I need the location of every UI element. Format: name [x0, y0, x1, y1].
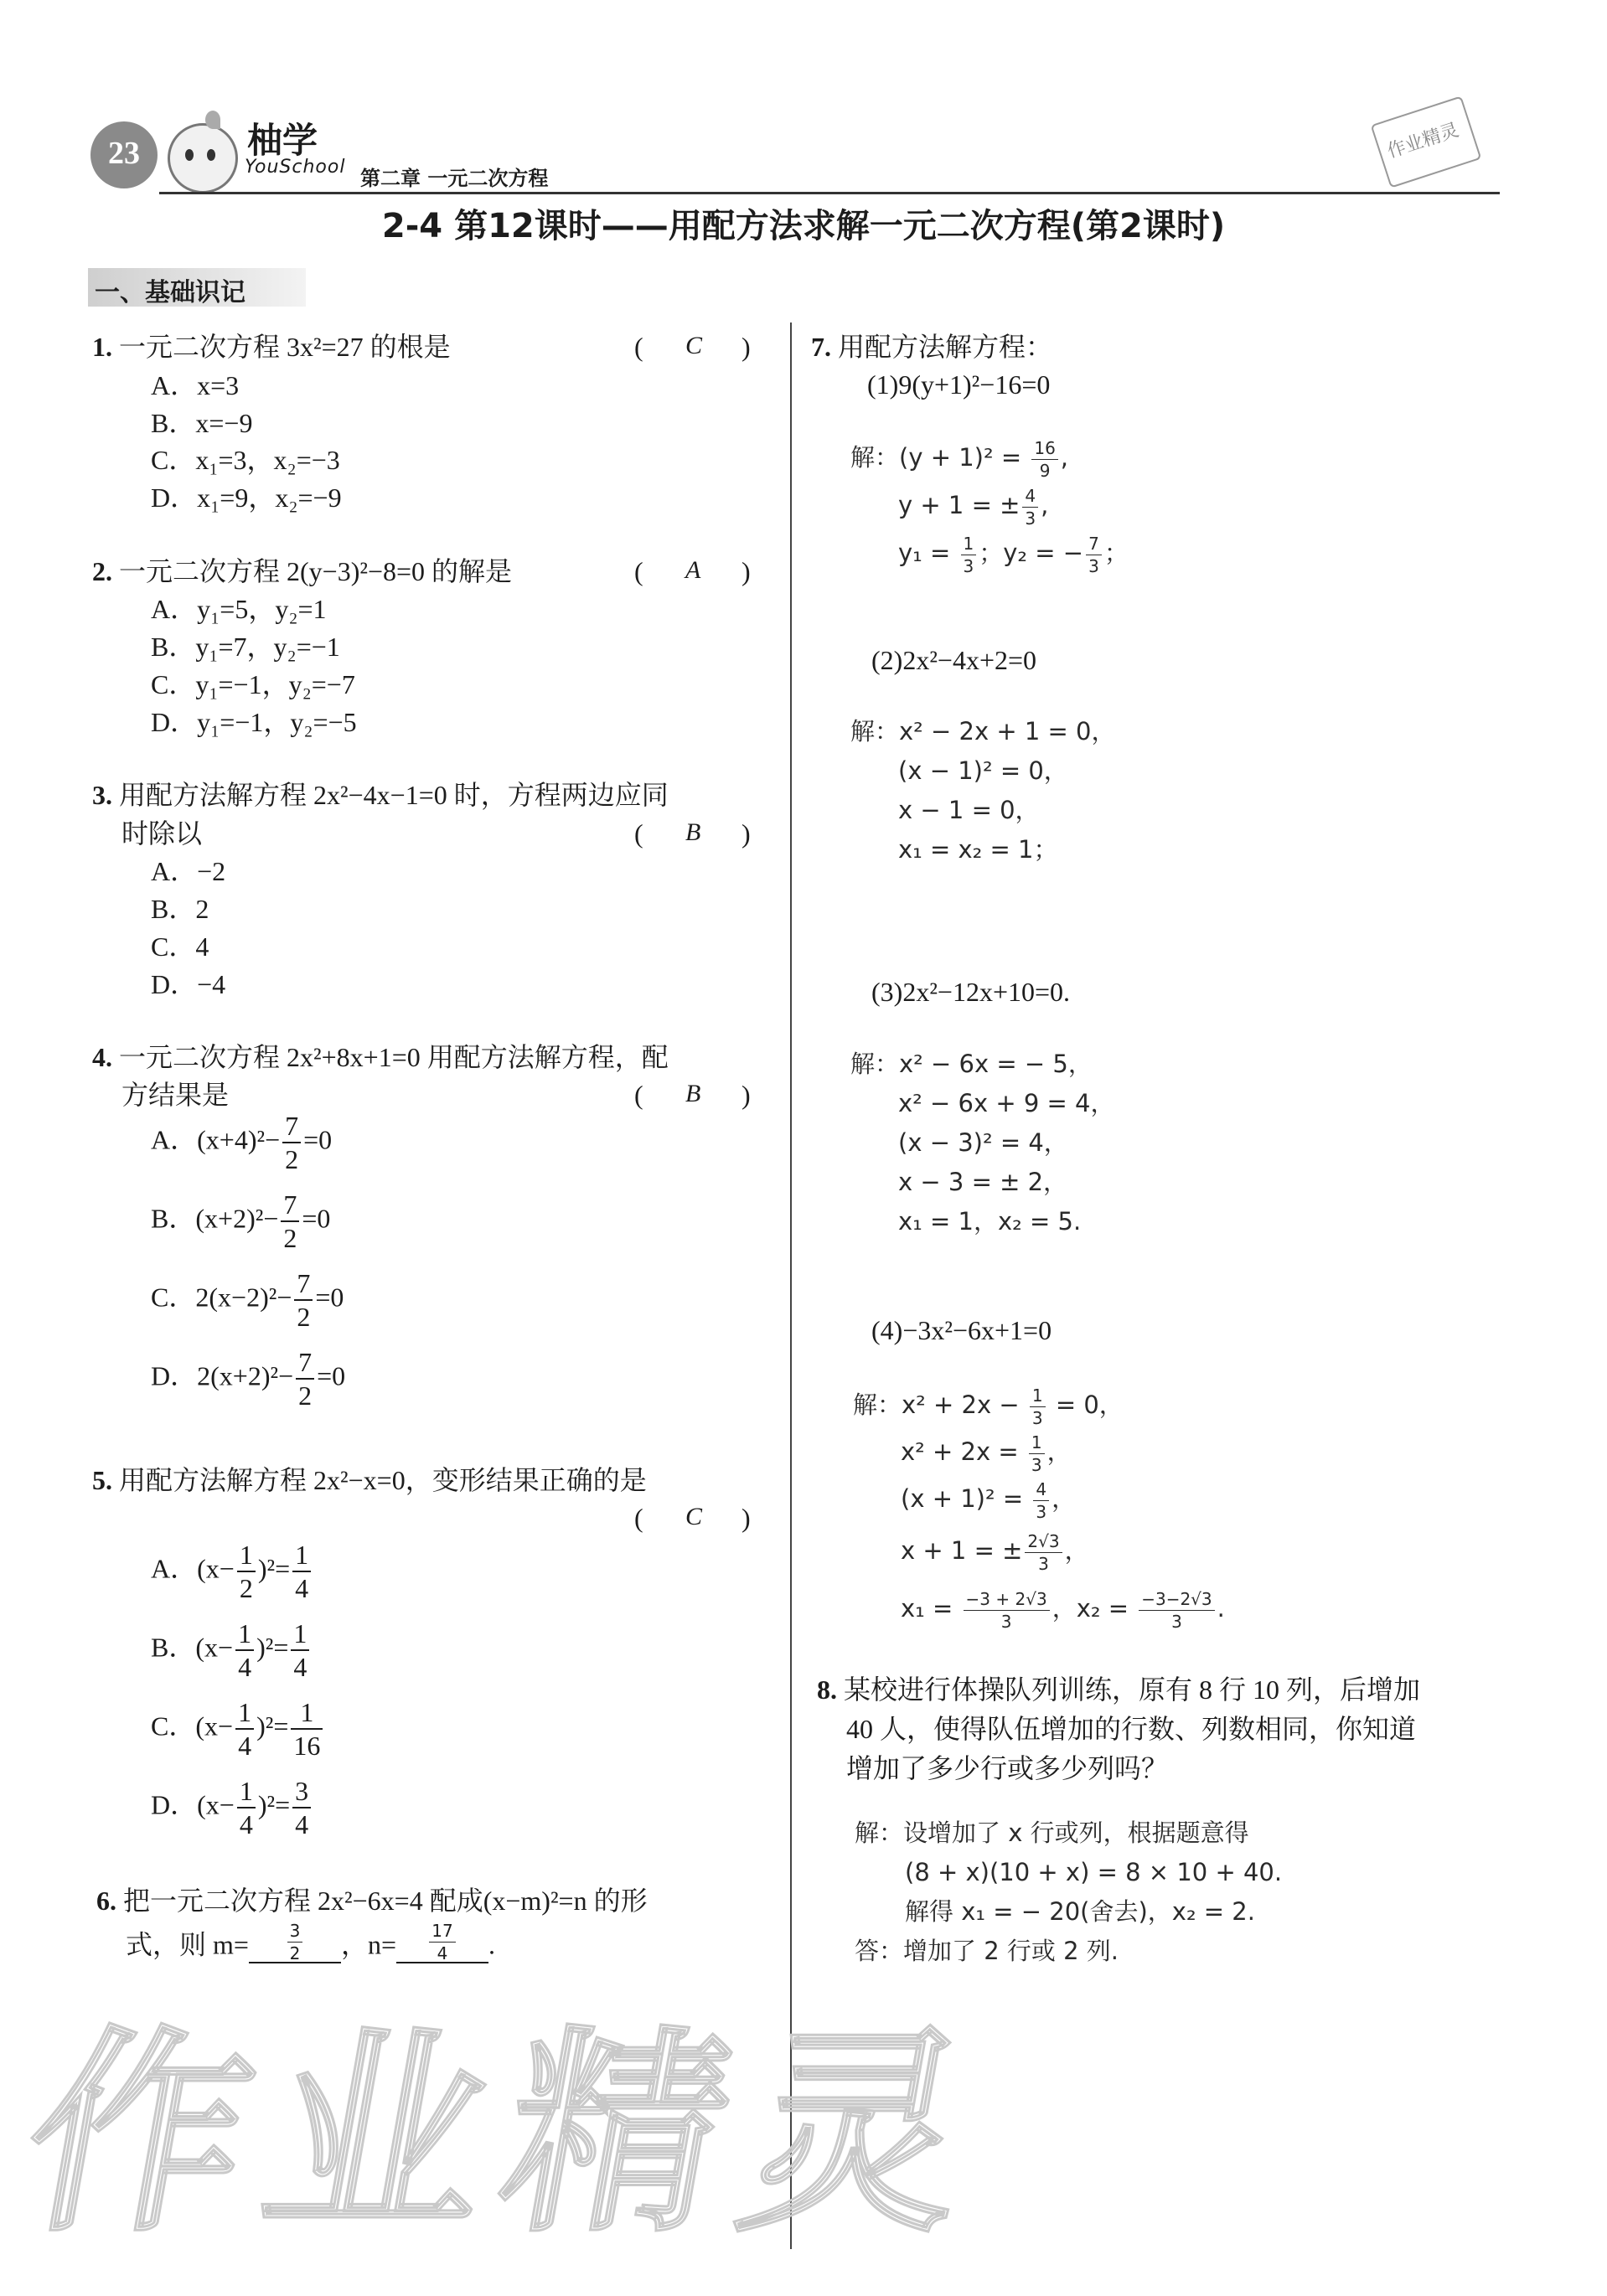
fraction: $\frac{1}{3}$ [1029, 1434, 1045, 1473]
q5-option-b: B．(x− $\frac{1}{4}$ )²= $\frac{1}{4}$ [151, 1620, 312, 1680]
question-8-stem-line1: 某校进行体操队列训练，原有 8 行 10 列，后增加 [844, 1674, 1421, 1705]
question-2-number: 2. [92, 556, 112, 586]
q4-option-d: D．2(x+2)²− $\frac{7}{2}$ =0 [151, 1347, 346, 1411]
q1-bracket-close: ) [741, 332, 751, 362]
question-4-stem-line2: 方结果是 [121, 1080, 230, 1110]
stamp-icon [1371, 95, 1482, 188]
question-6-stem-line2: 式，则 m= $\frac{3}{2}$ ，n= $\frac{17}{4}$ . [126, 1921, 496, 1963]
question-8-stem-line3: 增加了多少行或多少列吗？ [846, 1753, 1169, 1783]
question-4 [92, 1039, 669, 1076]
question-4-stem-line1: 一元二次方程 2x²+8x+1=0 用配方法解方程，配 [119, 1042, 669, 1072]
q7-part-2-solution-3: x − 1 = 0， [898, 796, 1040, 824]
q7-part-3-solution-4: x − 3 = ± 2， [898, 1168, 1068, 1196]
q7-part-3-solution-5: x₁ = 1，x₂ = 5. [898, 1207, 1082, 1236]
q5-bracket-close: ) [741, 1503, 751, 1533]
question-6 [96, 1882, 648, 1920]
page-title: 2-4 第12课时——用配方法求解一元二次方程(第2课时) [381, 207, 1226, 245]
fraction: $\frac{1}{16}$ [291, 1699, 323, 1759]
q7-part-3-solution-1: 解：x² − 6x = − 5， [850, 1050, 1093, 1078]
q7-part-4-solution-3: (x + 1)² = $\frac{4}{3}$ ， [901, 1478, 1077, 1522]
fraction: $\frac{7}{2}$ [282, 1112, 301, 1173]
q2-option-b: B．y₁=7，y₂=−1 [151, 632, 340, 662]
q8-solution-4: 答：增加了 2 行或 2 列. [855, 1937, 1119, 1965]
q2-option-c: C．y₁=−1，y₂=−7 [151, 669, 355, 699]
q2-answer: A [685, 556, 701, 584]
question-7-stem: 用配方法解方程： [838, 332, 1053, 362]
header-rule [159, 192, 1500, 194]
q4-answer: B [685, 1080, 701, 1107]
q3-option-b: B．2 [151, 894, 209, 924]
fraction: $\frac{1}{3}$ [1030, 1387, 1046, 1427]
q1-option-b: B．x=−9 [151, 408, 253, 438]
fraction: $\frac{1}{4}$ [235, 1699, 254, 1759]
fraction: $\frac{1}{4}$ [235, 1620, 254, 1680]
fraction: $\frac{7}{2}$ [294, 1270, 313, 1330]
question-2 [92, 553, 512, 591]
fraction: $\frac{7}{2}$ [296, 1349, 314, 1409]
q7-part-1-equation: (1)9(y+1)²−16=0 [867, 369, 1051, 400]
q2-option-d: D．y₁=−1，y₂=−5 [151, 707, 357, 737]
fraction: $\frac{4}{3}$ [1022, 488, 1038, 527]
q7-part-4-equation: (4)−3x²−6x+1=0 [871, 1315, 1052, 1345]
q7-part-3-equation: (3)2x²−12x+10=0. [871, 977, 1071, 1007]
q8-solution-3: 解得 x₁ = − 20(舍去)，x₂ = 2. [905, 1897, 1255, 1926]
q7-part-3-solution-3: (x − 3)² = 4， [898, 1128, 1068, 1157]
q1-bracket-open: ( [634, 332, 643, 362]
q7-part-3-solution-2: x² − 6x + 9 = 4， [898, 1089, 1115, 1117]
q5-bracket-open: ( [634, 1503, 643, 1533]
q7-part-4-solution-1: 解：x² + 2x − $\frac{1}{3}$ = 0， [853, 1385, 1124, 1428]
n-answer-blank[interactable] [396, 1922, 488, 1963]
mascot-icon [168, 123, 238, 193]
question-1 [92, 328, 451, 366]
question-6-stem-line1: 把一元二次方程 2x²−6x=4 配成(x−m)²=n 的形 [123, 1886, 648, 1916]
fraction: $\frac{1}{4}$ [237, 1777, 256, 1838]
q7-part-1-solution-3: y₁ = $\frac{1}{3}$ ；y₂ = − $\frac{7}{3}$ ； [898, 533, 1129, 576]
section-heading-text: 一、基础识记 [95, 278, 245, 307]
q4-option-a: A．(x+4)²− $\frac{7}{2}$ =0 [151, 1111, 333, 1174]
q3-bracket-open: ( [634, 818, 643, 849]
question-1-stem: 一元二次方程 3x²=27 的根是 [119, 332, 451, 362]
q7-part-4-solution-2: x² + 2x = $\frac{1}{3}$ ， [901, 1432, 1072, 1475]
question-2-stem: 一元二次方程 2(y−3)²−8=0 的解是 [119, 556, 513, 586]
q3-answer: B [685, 818, 701, 846]
fraction: $\frac{17}{4}$ [429, 1922, 455, 1962]
question-5 [92, 1462, 647, 1499]
q2-option-a: A．y₁=5，y₂=1 [151, 594, 327, 624]
q4-option-c: C．2(x−2)²− $\frac{7}{2}$ =0 [151, 1268, 344, 1332]
q2-bracket-open: ( [634, 556, 643, 586]
question-6-number: 6. [96, 1886, 116, 1916]
fraction: $\frac{-3-2√3}{3}$ [1139, 1591, 1214, 1630]
fraction: $\frac{1}{2}$ [237, 1541, 256, 1602]
q7-part-1-solution-2: y + 1 = ± $\frac{4}{3}$ , [898, 485, 1049, 529]
q5-answer: C [685, 1503, 703, 1530]
q1-option-c: C．x₁=3，x₂=−3 [151, 445, 340, 475]
fraction: $\frac{1}{3}$ [961, 535, 977, 575]
watermark: 作业精灵 [8, 2006, 1009, 2262]
q3-bracket-close: ) [741, 818, 751, 849]
fraction: $\frac{-3 + 2√3}{3}$ [964, 1591, 1050, 1630]
fraction: $\frac{1}{4}$ [291, 1620, 309, 1680]
question-3-stem-line2: 时除以 [121, 818, 203, 849]
brand-sub: YouSchool [245, 157, 346, 178]
question-5-number: 5. [92, 1465, 112, 1495]
q7-part-2-solution-4: x₁ = x₂ = 1； [898, 835, 1058, 864]
q5-option-a: A．(x− $\frac{1}{2}$ )²= $\frac{1}{4}$ [151, 1541, 313, 1602]
q3-option-d: D．−4 [151, 969, 226, 999]
q7-part-4-solution-4: x + 1 = ± $\frac{2√3}{3}$ ， [901, 1530, 1089, 1574]
q4-bracket-open: ( [634, 1080, 643, 1110]
q1-option-d: D．x₁=9，x₂=−9 [151, 482, 342, 513]
question-3-stem-line1: 用配方法解方程 2x²−4x−1=0 时，方程两边应同 [119, 780, 669, 810]
q8-solution-1: 解：设增加了 x 行或列，根据题意得 [855, 1819, 1249, 1847]
q4-bracket-close: ) [741, 1080, 751, 1110]
question-8 [817, 1671, 1420, 1709]
q7-part-2-equation: (2)2x²−4x+2=0 [871, 645, 1037, 675]
section-heading [88, 268, 306, 307]
q5-option-d: D．(x− $\frac{1}{4}$ )²= $\frac{3}{4}$ [151, 1777, 313, 1838]
question-7 [811, 328, 1052, 366]
question-8-number: 8. [817, 1674, 837, 1705]
fraction: $\frac{3}{4}$ [292, 1777, 311, 1838]
question-3-number: 3. [92, 780, 112, 810]
question-5-stem: 用配方法解方程 2x²−x=0，变形结果正确的是 [119, 1465, 647, 1495]
q7-part-2-solution-2: (x − 1)² = 0， [898, 756, 1068, 785]
q7-part-4-solution-5: x₁ = $\frac{-3 + 2√3}{3}$ ，x₂ = $\frac{-3-2√3}{3}$ . [901, 1588, 1225, 1632]
q8-solution-2: (8 + x)(10 + x) = 8 × 10 + 40. [905, 1858, 1283, 1886]
fraction: $\frac{7}{2}$ [281, 1191, 299, 1251]
page-header [84, 105, 1475, 197]
stamp-text: 作业精灵 [1384, 120, 1462, 163]
brand-logo: 柚学 [247, 120, 318, 161]
q1-option-a: A．x=3 [151, 370, 240, 400]
q3-option-a: A．−2 [151, 856, 226, 886]
question-8-stem-line2: 40 人，使得队伍增加的行数、列数相同，你知道 [846, 1714, 1417, 1744]
fraction: $\frac{7}{3}$ [1086, 535, 1102, 575]
fraction: $\frac{2√3}{3}$ [1025, 1533, 1062, 1572]
question-7-number: 7. [811, 332, 831, 362]
q1-answer: C [685, 332, 703, 359]
fraction: $\frac{16}{9}$ [1031, 440, 1057, 479]
q3-option-c: C．4 [151, 931, 209, 962]
page-number: 23 [108, 136, 140, 171]
question-1-number: 1. [92, 332, 112, 362]
q2-bracket-close: ) [741, 556, 751, 586]
question-4-number: 4. [92, 1042, 112, 1072]
fraction: $\frac{1}{4}$ [292, 1541, 311, 1602]
q7-part-1-solution-1: 解：(y + 1)² = $\frac{16}{9}$ , [850, 437, 1069, 481]
q7-part-2-solution-1: 解：x² − 2x + 1 = 0， [850, 717, 1116, 746]
chapter-label: 第二章 一元二次方程 [360, 167, 549, 190]
fraction: $\frac{4}{3}$ [1033, 1481, 1049, 1520]
fraction: $\frac{3}{2}$ [287, 1922, 303, 1962]
q4-option-b: B．(x+2)²− $\frac{7}{2}$ =0 [151, 1189, 331, 1253]
m-answer-blank[interactable] [249, 1922, 341, 1963]
question-3 [92, 777, 669, 814]
q5-option-c: C．(x− $\frac{1}{4}$ )²= $\frac{1}{16}$ [151, 1699, 325, 1759]
